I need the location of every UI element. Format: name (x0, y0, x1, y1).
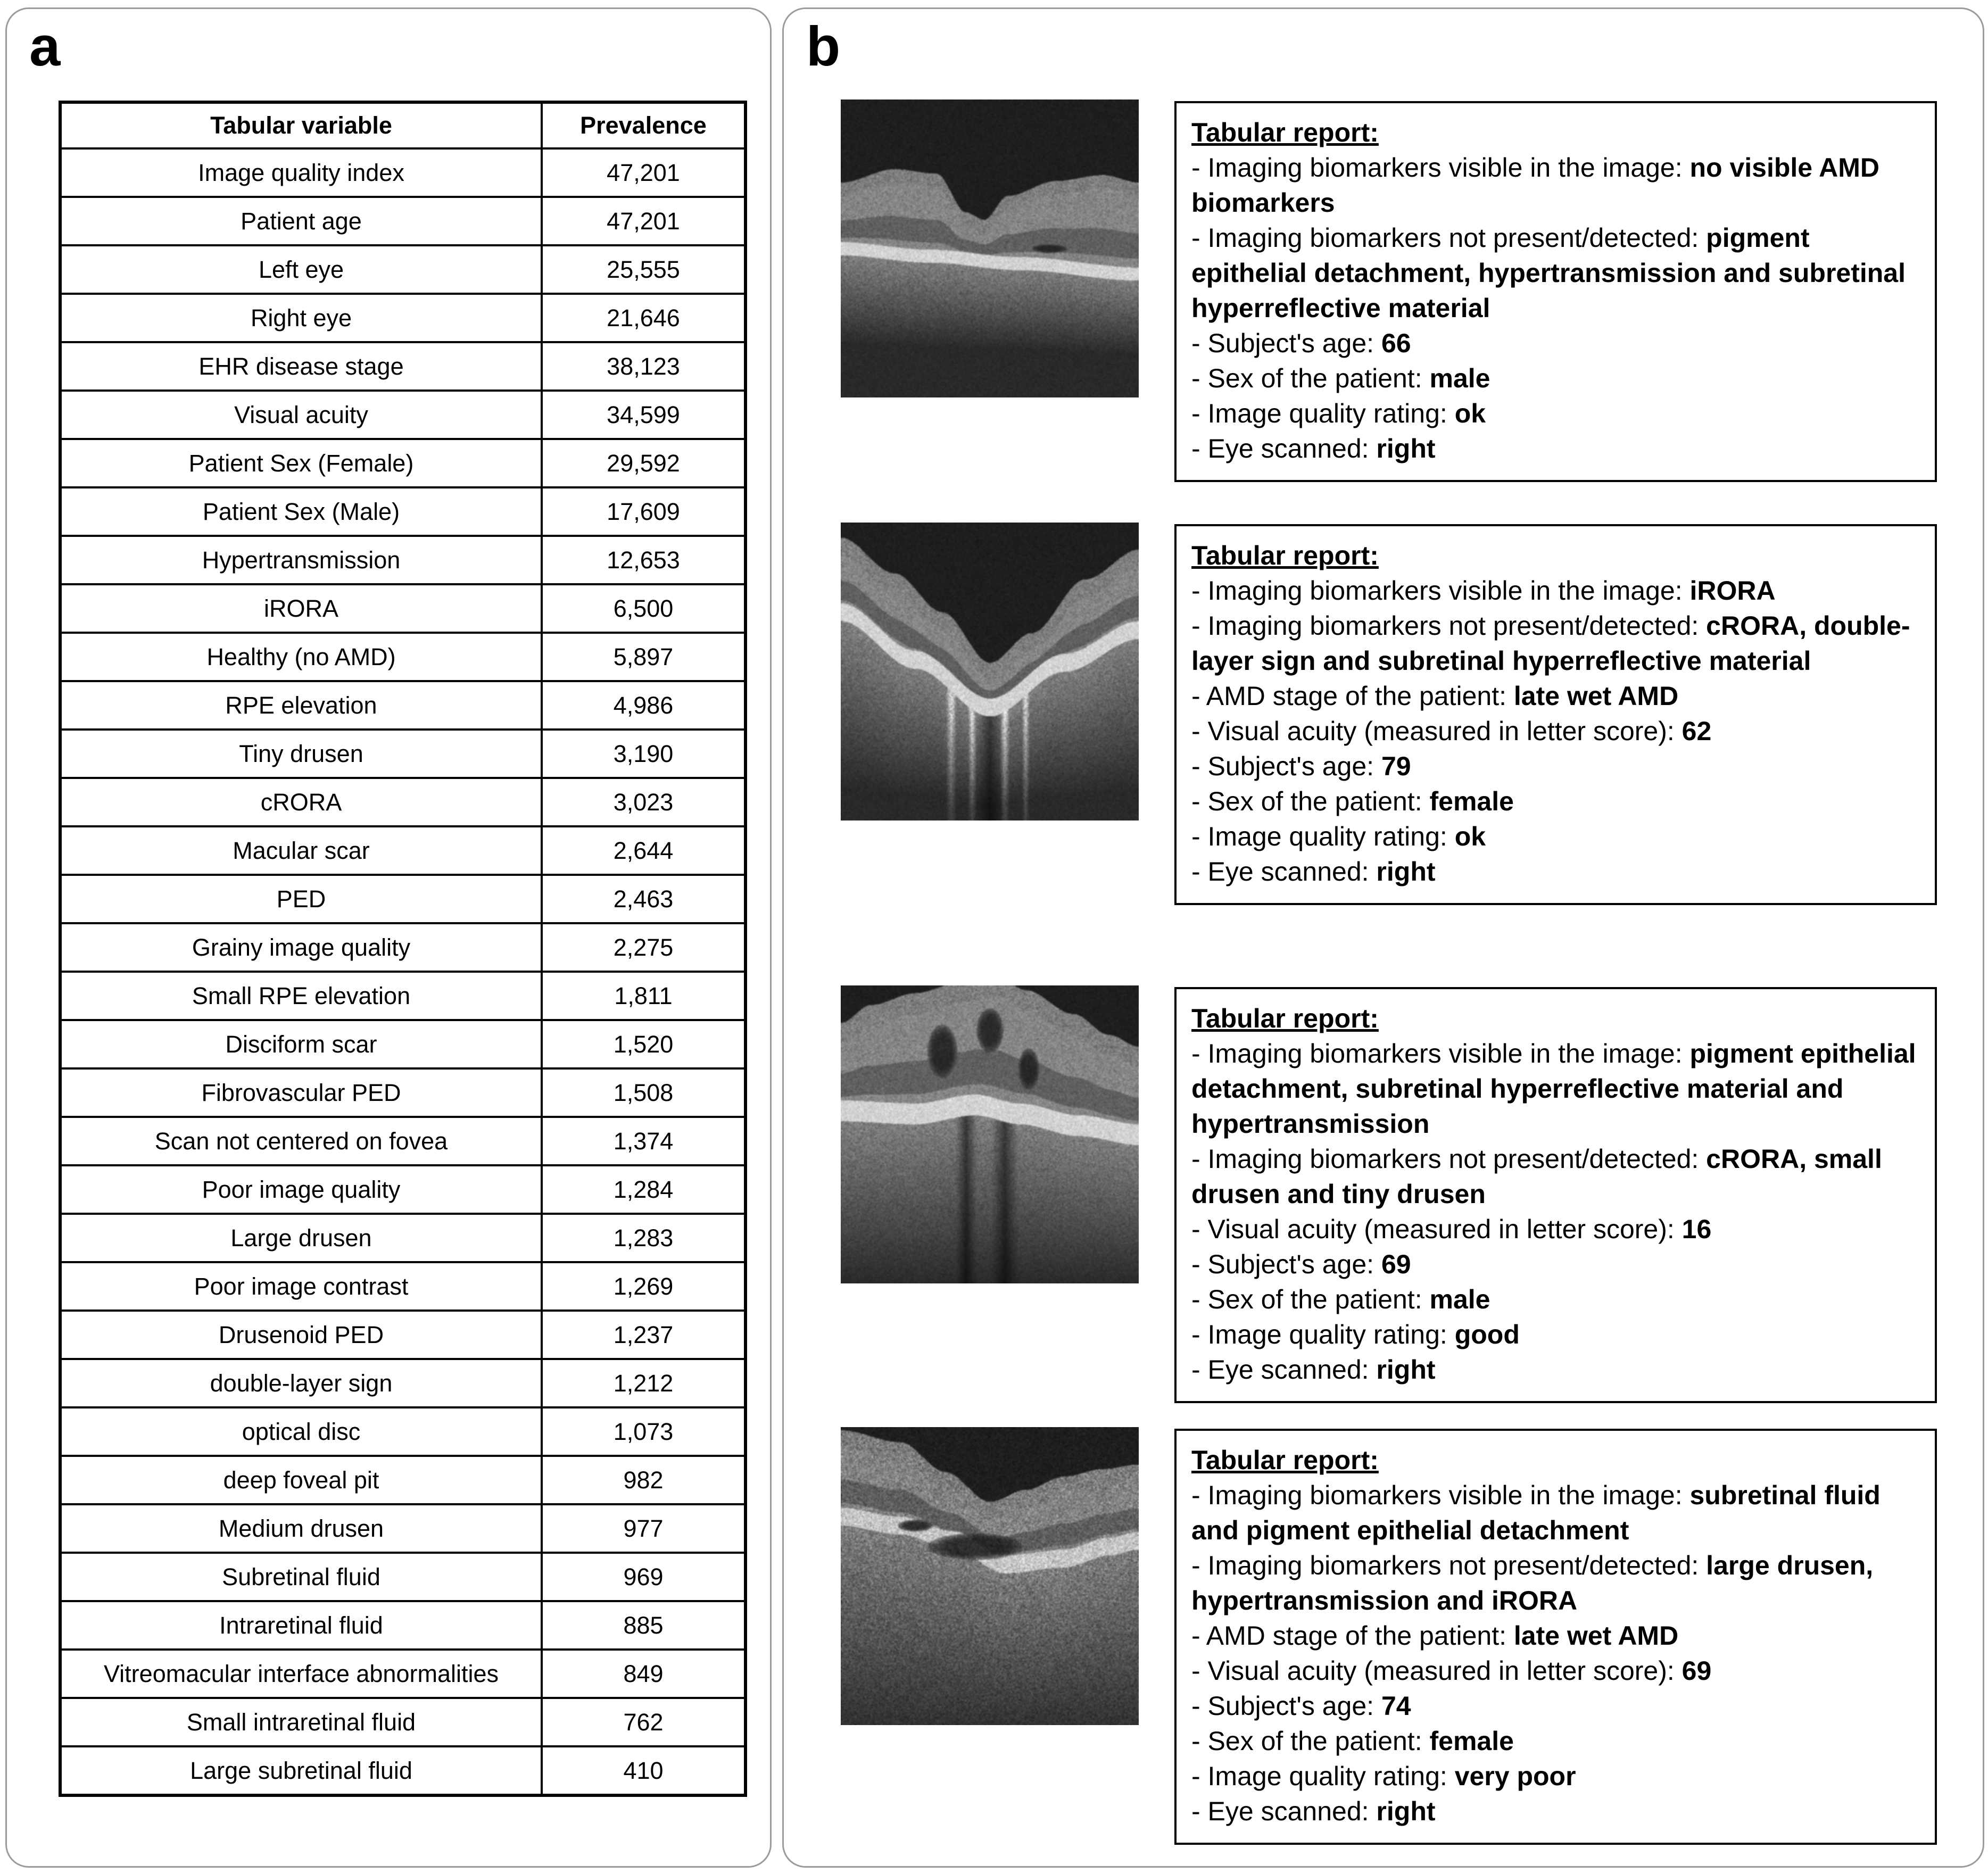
table-row (60, 1650, 746, 1698)
prevalence-cell: 12,653 (542, 536, 746, 584)
tabular-report-box (1174, 524, 1937, 905)
variable-cell: Patient age (60, 197, 542, 245)
report-line: - Imaging biomarkers visible in the image: pigment epithelial detachment, subretinal hyperreflective material and hypertransmission (1191, 1039, 1916, 1139)
prevalence-cell: 4,986 (542, 681, 746, 730)
report-line: - Image quality rating: very poor (1191, 1761, 1576, 1791)
variable-cell: optical disc (60, 1407, 542, 1456)
table-row (60, 1601, 746, 1650)
prevalence-cell: 5,897 (542, 633, 746, 681)
panel-b-label: b (806, 15, 841, 78)
report-line: - Imaging biomarkers not present/detected: large drusen, hypertransmission and iRORA (1191, 1551, 1874, 1615)
prevalence-cell: 3,023 (542, 778, 746, 826)
prevalence-cell: 29,592 (542, 439, 746, 487)
table-row (60, 972, 746, 1020)
tabular-report-box (1174, 1429, 1937, 1845)
report-line: - AMD stage of the patient: late wet AMD (1191, 681, 1679, 711)
table-row (60, 245, 746, 294)
report-line: - Imaging biomarkers visible in the image: subretinal fluid and pigment epithelial detachment (1191, 1480, 1881, 1545)
report-line: - Eye scanned: right (1191, 1355, 1436, 1385)
report-title: Tabular report: (1191, 541, 1379, 570)
report-line: - Eye scanned: right (1191, 1796, 1436, 1826)
prevalence-cell: 34,599 (542, 391, 746, 439)
variable-cell: Poor image contrast (60, 1262, 542, 1311)
variable-cell: Small intraretinal fluid (60, 1698, 542, 1746)
report-line: - Imaging biomarkers not present/detected: cRORA, small drusen and tiny drusen (1191, 1144, 1882, 1209)
prevalence-cell: 2,275 (542, 923, 746, 972)
table-row (60, 294, 746, 342)
oct-scan-3 (841, 985, 1139, 1283)
prevalence-cell: 1,284 (542, 1165, 746, 1214)
oct-scan-2 (841, 523, 1139, 821)
prevalence-cell: 38,123 (542, 342, 746, 391)
report-line: - Imaging biomarkers not present/detected: cRORA, double-layer sign and subretinal hyperreflective material (1191, 611, 1910, 676)
variable-cell: Visual acuity (60, 391, 542, 439)
prevalence-cell: 1,283 (542, 1214, 746, 1262)
prevalence-cell: 3,190 (542, 730, 746, 778)
variable-cell: Drusenoid PED (60, 1311, 542, 1359)
report-line: - AMD stage of the patient: late wet AMD (1191, 1621, 1679, 1651)
table-row (60, 1504, 746, 1553)
report-line: - Subject's age: 74 (1191, 1691, 1411, 1721)
prevalence-cell: 1,811 (542, 972, 746, 1020)
report-line: - Image quality rating: ok (1191, 822, 1486, 851)
report-line: - Visual acuity (measured in letter score): 69 (1191, 1656, 1712, 1686)
table-row (60, 391, 746, 439)
table-row (60, 1117, 746, 1165)
prevalence-cell: 21,646 (542, 294, 746, 342)
report-line: - Subject's age: 69 (1191, 1249, 1411, 1279)
table-row (60, 584, 746, 633)
report-line: - Visual acuity (measured in letter score): 62 (1191, 716, 1712, 746)
report-line: - Image quality rating: good (1191, 1320, 1520, 1349)
column-header-variable: Tabular variable (60, 102, 542, 148)
table-row (60, 1311, 746, 1359)
variable-cell: cRORA (60, 778, 542, 826)
report-line: - Sex of the patient: male (1191, 1284, 1490, 1314)
report-line: - Sex of the patient: female (1191, 1726, 1514, 1756)
prevalence-cell: 1,374 (542, 1117, 746, 1165)
variable-cell: Large subretinal fluid (60, 1746, 542, 1795)
variable-cell: Subretinal fluid (60, 1553, 542, 1601)
table-row (60, 487, 746, 536)
variable-cell: Large drusen (60, 1214, 542, 1262)
prevalence-cell: 1,520 (542, 1020, 746, 1068)
variable-cell: Intraretinal fluid (60, 1601, 542, 1650)
table-row (60, 1456, 746, 1504)
report-line: - Subject's age: 66 (1191, 328, 1411, 358)
variable-cell: PED (60, 875, 542, 923)
table-row (60, 1020, 746, 1068)
prevalence-cell: 1,237 (542, 1311, 746, 1359)
variable-cell: Grainy image quality (60, 923, 542, 972)
variable-cell: EHR disease stage (60, 342, 542, 391)
panel-a (5, 7, 772, 1868)
prevalence-cell: 2,463 (542, 875, 746, 923)
table-row (60, 1553, 746, 1601)
variable-cell: Healthy (no AMD) (60, 633, 542, 681)
table-row (60, 875, 746, 923)
report-title: Tabular report: (1191, 118, 1379, 147)
table-row (60, 1068, 746, 1117)
table-row (60, 1214, 746, 1262)
table-row (60, 148, 746, 197)
table-row (60, 1165, 746, 1214)
variable-cell: Poor image quality (60, 1165, 542, 1214)
prevalence-cell: 2,644 (542, 826, 746, 875)
report-line: - Sex of the patient: male (1191, 363, 1490, 393)
tabular-report-box (1174, 101, 1937, 482)
variable-cell: Vitreomacular interface abnormalities (60, 1650, 542, 1698)
table-row (60, 730, 746, 778)
table-row (60, 1746, 746, 1795)
prevalence-cell: 47,201 (542, 148, 746, 197)
prevalence-cell: 849 (542, 1650, 746, 1698)
variable-cell: deep foveal pit (60, 1456, 542, 1504)
panel-a-label: a (29, 15, 61, 78)
prevalence-cell: 982 (542, 1456, 746, 1504)
report-line: - Imaging biomarkers visible in the image: iRORA (1191, 576, 1776, 606)
report-title: Tabular report: (1191, 1445, 1379, 1475)
oct-scan-1 (841, 100, 1139, 397)
report-line: - Imaging biomarkers not present/detected: pigment epithelial detachment, hypertransmission and subretinal hyperreflective material (1191, 223, 1906, 323)
prevalence-cell: 969 (542, 1553, 746, 1601)
variable-cell: Hypertransmission (60, 536, 542, 584)
prevalence-cell: 17,609 (542, 487, 746, 536)
table-row (60, 1407, 746, 1456)
variable-cell: Patient Sex (Female) (60, 439, 542, 487)
report-line: - Image quality rating: ok (1191, 399, 1486, 428)
variable-cell: RPE elevation (60, 681, 542, 730)
table-row (60, 826, 746, 875)
table-row (60, 536, 746, 584)
column-header-prevalence: Prevalence (542, 102, 746, 148)
table-row (60, 681, 746, 730)
prevalence-table-body (60, 148, 746, 1795)
variable-cell: double-layer sign (60, 1359, 542, 1407)
prevalence-table (59, 101, 747, 1797)
prevalence-cell: 977 (542, 1504, 746, 1553)
table-row (60, 1262, 746, 1311)
variable-cell: Disciform scar (60, 1020, 542, 1068)
report-line: - Eye scanned: right (1191, 434, 1436, 463)
variable-cell: Fibrovascular PED (60, 1068, 542, 1117)
tabular-report-box (1174, 987, 1937, 1403)
table-row (60, 633, 746, 681)
variable-cell: Small RPE elevation (60, 972, 542, 1020)
table-row (60, 1698, 746, 1746)
prevalence-cell: 885 (542, 1601, 746, 1650)
oct-scan-4 (841, 1427, 1139, 1725)
report-line: - Subject's age: 79 (1191, 751, 1411, 781)
table-row (60, 197, 746, 245)
prevalence-cell: 25,555 (542, 245, 746, 294)
report-line: - Visual acuity (measured in letter score): 16 (1191, 1214, 1712, 1244)
table-row (60, 1359, 746, 1407)
prevalence-cell: 762 (542, 1698, 746, 1746)
prevalence-cell: 1,073 (542, 1407, 746, 1456)
table-row (60, 923, 746, 972)
table-row (60, 342, 746, 391)
table-row (60, 439, 746, 487)
variable-cell: Patient Sex (Male) (60, 487, 542, 536)
variable-cell: Medium drusen (60, 1504, 542, 1553)
prevalence-cell: 410 (542, 1746, 746, 1795)
panel-b (782, 7, 1984, 1868)
prevalence-cell: 1,269 (542, 1262, 746, 1311)
prevalence-cell: 6,500 (542, 584, 746, 633)
report-line: - Sex of the patient: female (1191, 786, 1514, 816)
report-line: - Imaging biomarkers visible in the image: no visible AMD biomarkers (1191, 153, 1880, 218)
variable-cell: Macular scar (60, 826, 542, 875)
prevalence-cell: 47,201 (542, 197, 746, 245)
table-row (60, 778, 746, 826)
table-header-row (60, 102, 746, 148)
variable-cell: Image quality index (60, 148, 542, 197)
report-line: - Eye scanned: right (1191, 857, 1436, 886)
variable-cell: Tiny drusen (60, 730, 542, 778)
prevalence-cell: 1,212 (542, 1359, 746, 1407)
variable-cell: iRORA (60, 584, 542, 633)
prevalence-cell: 1,508 (542, 1068, 746, 1117)
variable-cell: Scan not centered on fovea (60, 1117, 542, 1165)
variable-cell: Left eye (60, 245, 542, 294)
variable-cell: Right eye (60, 294, 542, 342)
report-title: Tabular report: (1191, 1004, 1379, 1033)
